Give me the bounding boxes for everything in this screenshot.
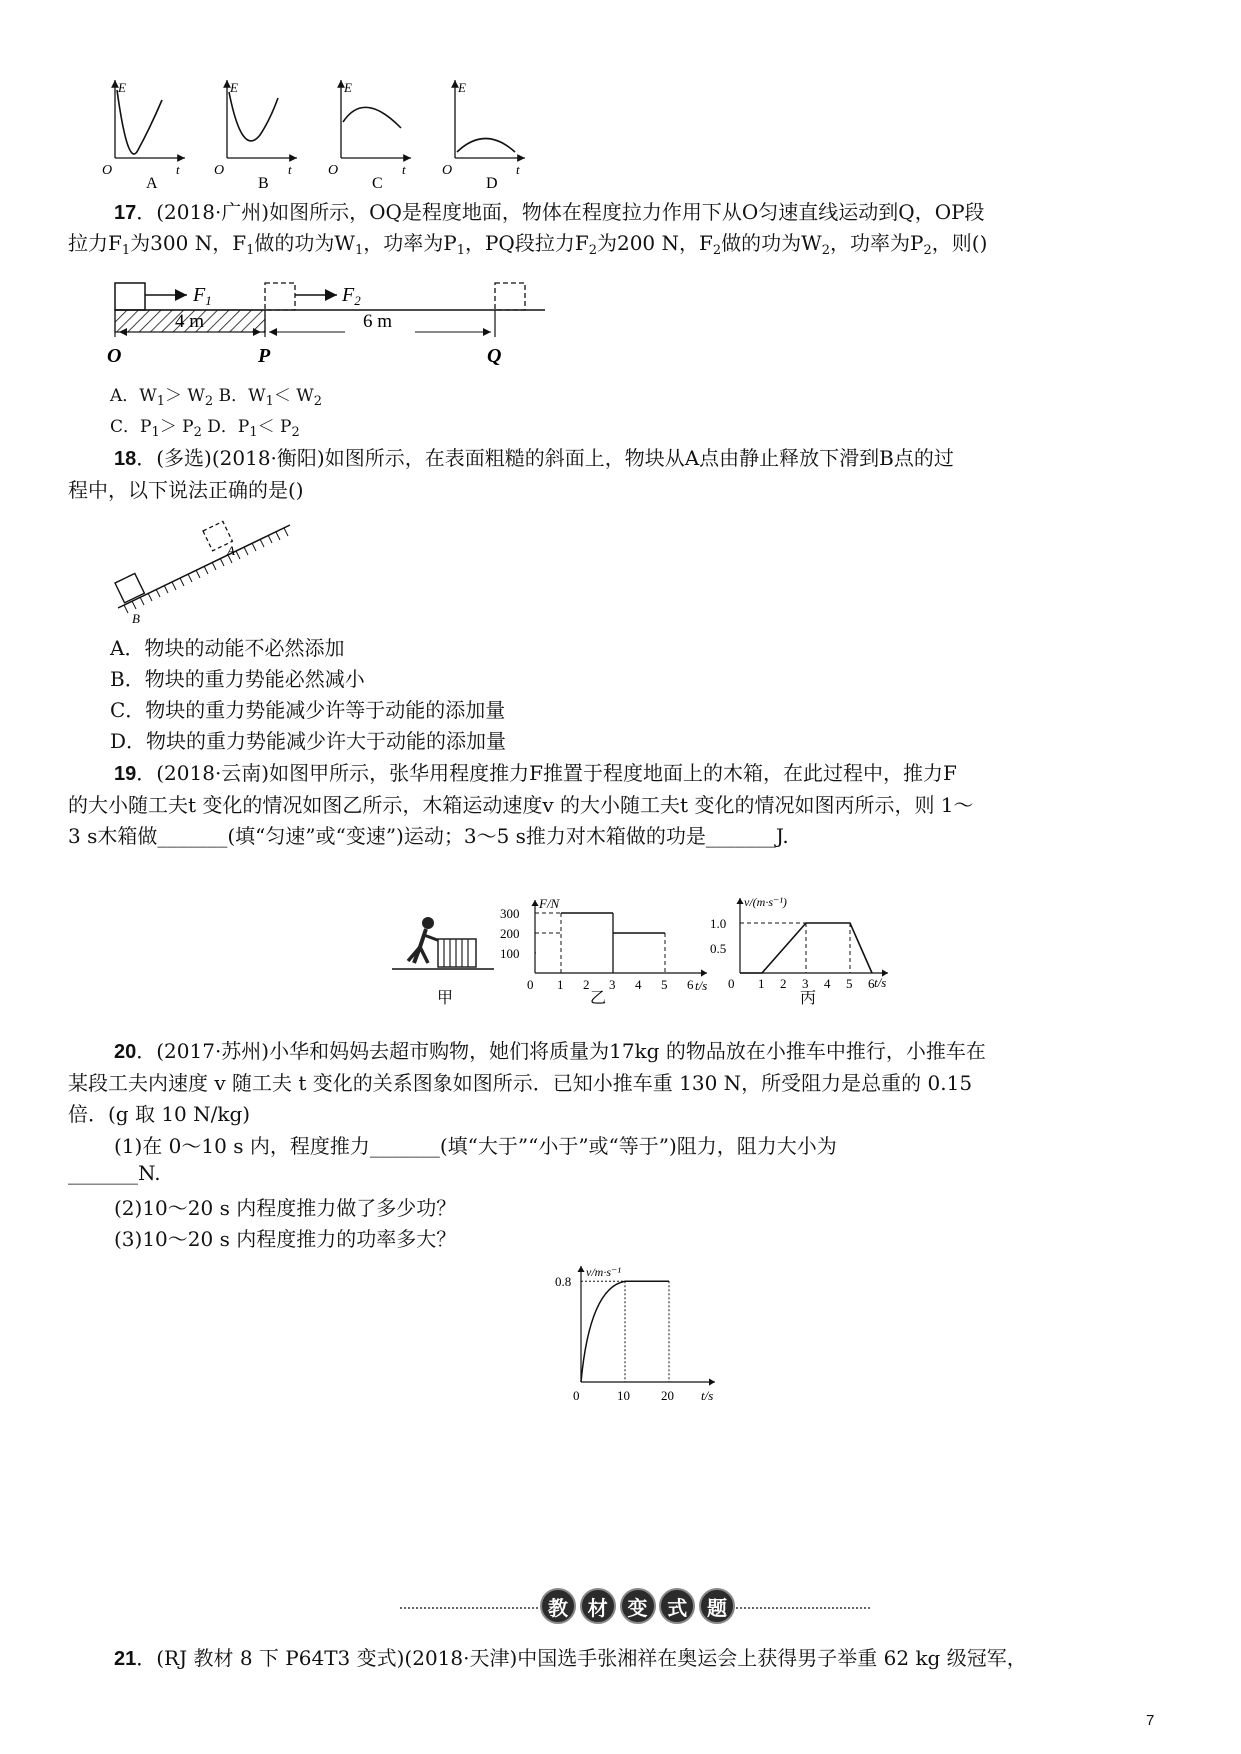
q19-chart-velocity-time — [710, 890, 905, 1005]
force-f1-label: $F_1$ — [193, 284, 212, 308]
axis-label-e: E — [344, 80, 352, 95]
axis-label-t: t — [516, 162, 520, 177]
q20-line1: 20．(2017·苏州)小华和妈妈去超市购物，她们将质量为17kg 的物品放在小推车中推行，小推车在 — [114, 1039, 986, 1063]
banner-char: 变 — [620, 1588, 656, 1624]
axis-label-e: E — [118, 80, 126, 95]
point-p-label: P — [258, 345, 271, 367]
figure-label-jia: 甲 — [437, 990, 454, 1005]
q17-line2: 拉力$F_1$为300 N，$F_1$做的功为$W_1$，功率为$P_1$，PQ段拉力$F_2$为200 N，$F_2$做的功为$W_2$，功率为$P_2$，则() — [68, 231, 988, 258]
axis-label-t: t — [402, 162, 406, 177]
origin-label: 0 — [728, 976, 735, 991]
q20-line3: 倍．(g 取 10 N/kg) — [68, 1102, 251, 1126]
axis-label-t: t — [176, 162, 180, 177]
q18-option-b: B．物块的重力势能必然减小 — [110, 667, 365, 691]
x-axis-label: t/s — [874, 975, 887, 990]
energy-graph-d — [442, 80, 525, 192]
q20-sub3: (3)10～20 s 内程度推力的功率多大？ — [114, 1227, 457, 1251]
question-number: 19 — [114, 763, 137, 785]
distance-pq-label: 6 m — [363, 311, 393, 332]
x-tick-label: 3 — [802, 976, 809, 991]
x-tick-label: 1 — [557, 977, 564, 992]
q18-option-c: C．物块的重力势能减少许等于动能的添加量 — [110, 698, 506, 722]
distance-op-label: 4 m — [175, 311, 205, 332]
q20-sub2: (2)10～20 s 内程度推力做了多少功？ — [114, 1196, 457, 1220]
y-tick-label: 0.8 — [555, 1274, 572, 1290]
y-axis-label: v/(m·s⁻¹) — [744, 895, 787, 909]
question-number: 17 — [114, 202, 137, 224]
x-tick-label: 6 — [687, 977, 694, 992]
q17-options-ab: A．$W_1> W_2$ B．$W_1< W_2$ — [110, 386, 323, 409]
banner-dots-left — [400, 1607, 538, 1609]
q18-option-a: A．物块的动能不必然添加 — [110, 636, 345, 660]
figure-label-bing: 丙 — [800, 990, 817, 1005]
energy-graph-c — [328, 80, 411, 192]
section-banner — [400, 1588, 870, 1628]
point-q-label: Q — [487, 345, 502, 367]
x-tick-label: 4 — [635, 977, 642, 992]
y-axis-label: v/m·s⁻¹ — [586, 1265, 621, 1279]
velocity-curve-rise — [581, 1281, 625, 1382]
energy-graph-a — [102, 80, 185, 192]
q19-figure-jia — [390, 905, 500, 1005]
q18-line1: 18．(多选)(2018·衡阳)如图所示，在表面粗糙的斜面上，物块从A点由静止释放下滑到B点的过 — [114, 446, 954, 470]
origin-label: O — [328, 163, 339, 178]
banner-char: 式 — [659, 1588, 695, 1624]
x-tick-label: 2 — [583, 977, 590, 992]
option-label-d: D — [486, 175, 498, 192]
axis-label-e: E — [230, 80, 238, 95]
option-label-c: C — [372, 175, 383, 192]
x-tick-label: 5 — [661, 977, 668, 992]
q18-line2: 程中，以下说法正确的是() — [68, 478, 304, 502]
point-a-label: A — [227, 543, 235, 558]
energy-graphs — [90, 70, 550, 195]
y-tick-label: 300 — [500, 906, 520, 921]
question-number: 18 — [114, 448, 137, 470]
x-tick-label: 10 — [617, 1388, 630, 1403]
q17-figure — [105, 275, 615, 375]
q18-option-d: D．物块的重力势能减少许大于动能的添加量 — [110, 729, 507, 753]
x-tick-label: 6 — [868, 976, 875, 991]
origin-label: O — [214, 163, 225, 178]
x-tick-label: 3 — [609, 977, 616, 992]
page-number: 7 — [1146, 1712, 1155, 1729]
banner-char: 教 — [540, 1588, 576, 1624]
q20-line2: 某段工夫内速度 v 随工夫 t 变化的关系图象如图所示．已知小推车重 130 N，所受阻力是总重的 0.15 — [68, 1071, 973, 1095]
x-tick-label: 2 — [780, 976, 787, 991]
x-tick-label: 20 — [661, 1388, 674, 1403]
origin-label: O — [442, 163, 453, 178]
x-tick-label: 5 — [846, 976, 853, 991]
force-f2-label: $F_2$ — [342, 284, 361, 308]
option-label-a: A — [146, 175, 158, 192]
q19-line3: 3 s木箱做_______(填“匀速”或“变速”)运动；3～5 s推力对木箱做的功是_______J. — [68, 824, 789, 848]
point-o-label: O — [107, 345, 122, 367]
origin-label: O — [102, 163, 113, 178]
x-axis-label: t/s — [701, 1388, 714, 1403]
y-tick-label: 100 — [500, 946, 520, 961]
figure-label-yi: 乙 — [590, 990, 607, 1005]
q17-options-cd: C．$P_1> P_2$ D．$P_1< P_2$ — [110, 417, 300, 440]
banner-char: 材 — [580, 1588, 616, 1624]
x-tick-label: 4 — [824, 976, 831, 991]
y-axis-label: F/N — [539, 896, 560, 911]
origin-label: 0 — [573, 1388, 580, 1403]
x-tick-label: 1 — [758, 976, 765, 991]
point-b-label: B — [132, 611, 140, 625]
x-axis-label: t/s — [695, 978, 708, 993]
q20-sub1a: (1)在 0～10 s 内，程度推力_______(填“大于”“小于”或“等于”)阻力，阻力大小为 — [114, 1134, 837, 1158]
question-number: 20 — [114, 1041, 137, 1063]
axis-label-t: t — [288, 162, 292, 177]
q17-line1: 17．(2018·广州)如图所示，OQ是程度地面，物体在程度拉力作用下从O匀速直线运动到Q，OP段 — [114, 200, 985, 224]
q19-line2: 的大小随工夫t 变化的情况如图乙所示，木箱运动速度v 的大小随工夫t 变化的情况如图丙所示，则 1～ — [68, 793, 974, 817]
energy-graph-b — [214, 80, 297, 192]
option-label-b: B — [258, 175, 269, 192]
question-number: 21 — [114, 1648, 137, 1670]
banner-char: 题 — [699, 1588, 735, 1624]
y-tick-label: 0.5 — [710, 941, 727, 956]
q20-chart-velocity-time — [555, 1262, 735, 1412]
origin-label: 0 — [527, 977, 534, 992]
axis-label-e: E — [458, 80, 466, 95]
q21-line1: 21．(RJ 教材 8 下 P64T3 变式)(2018·天津)中国选手张湘祥在奥运会上获得男子举重 62 kg 级冠军， — [114, 1646, 1027, 1670]
q20-sub1b: _______N. — [68, 1161, 161, 1185]
banner-dots-right — [732, 1607, 870, 1609]
y-tick-label: 200 — [500, 926, 520, 941]
y-tick-label: 1.0 — [710, 916, 727, 931]
q19-chart-force-time — [495, 895, 730, 1005]
q18-incline-figure — [110, 505, 300, 625]
q19-line1: 19．(2018·云南)如图甲所示，张华用程度推力F推置于程度地面上的木箱，在此过程中，推力F — [114, 761, 957, 785]
